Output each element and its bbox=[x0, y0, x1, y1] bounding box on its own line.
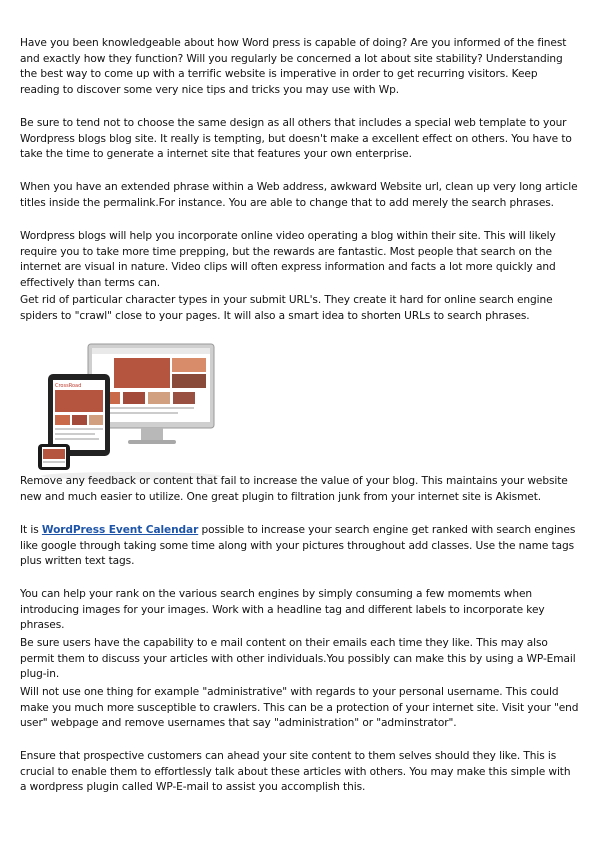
responsive-devices-image bbox=[26, 336, 236, 486]
text-after-link: possible to increase your search engine get ranked with search engines like google through taking some time along with your pictures throughout add classes. Use the name tags plus written text tags. bbox=[20, 524, 576, 567]
paragraph: Be sure users have the capability to e mail content on their emails each time they like. This may also permit them to discuss your articles with other individuals.You possibly can make this by using a WP-Email plug-in. bbox=[20, 637, 576, 680]
wordpress-event-calendar-link[interactable]: WordPress Event Calendar bbox=[41, 524, 199, 536]
paragraph: Be sure to tend not to choose the same design as all others that includes a special web template to your Wordpress blogs blog site. It really is tempting, but doesn't make a excellent effect on others. You have to take the time to generate a internet site that features your own enterprise. bbox=[20, 117, 572, 160]
paragraph: Ensure that prospective customers can ahead your site content to them selves should they like. This is crucial to enable them to effortlessly talk about these articles with others. You may make this simple with a wordpress plugin called WP-E-mail to assist you accomplish this. bbox=[20, 750, 571, 793]
paragraph: Get rid of particular character types in your submit URL's. They create it hard for online search engine spiders to "crawl" close to your pages. It will also a smart idea to shorten URLs to search phrases. bbox=[20, 294, 553, 322]
text-before-link: It is bbox=[20, 524, 42, 536]
paragraph: You can help your rank on the various search engines by simply consuming a few momemts when introducing images for your images. Work with a headline tag and different labels to incorporate key phrases. bbox=[20, 588, 545, 631]
paragraph: Have you been knowledgeable about how Word press is capable of doing? Are you informed of the finest and exactly how they function? Will you regularly be concerned a lot about site stability? Understanding the best way to come up with a terrific website is imperative in order to get recurring visitors. Keep reading to discover some very nice tips and tricks you may use with Wp. bbox=[20, 37, 567, 96]
paragraph: When you have an extended phrase within a Web address, awkward Website url, clean up very long article titles inside the permalink.For instance. You are able to change that to add merely the search phrases. bbox=[20, 181, 578, 209]
paragraph-with-link bbox=[20, 523, 580, 570]
devices-illustration bbox=[26, 336, 236, 486]
brand-text: CrossRoad bbox=[55, 383, 82, 389]
paragraph: Remove any feedback or content that fail to increase the value of your blog. This maintains your website new and much easier to utilize. One great plugin to filtration junk from your internet site is Akismet. bbox=[20, 475, 568, 503]
paragraph: Wordpress blogs will help you incorporate online video operating a blog within their site. This will likely require you to take more time prepping, but the rewards are fantastic. Most people that search on the internet are visual in nature. Video clips will often express information and facts a lot more quickly and effectively than terms can. bbox=[20, 230, 556, 289]
paragraph: Will not use one thing for example "administrative" with regards to your personal username. This could make you much more susceptible to crawlers. This can be a protection of your internet site. Visit your "end user" webpage and remove usernames that say "administration" or "adminstrator". bbox=[20, 686, 579, 729]
